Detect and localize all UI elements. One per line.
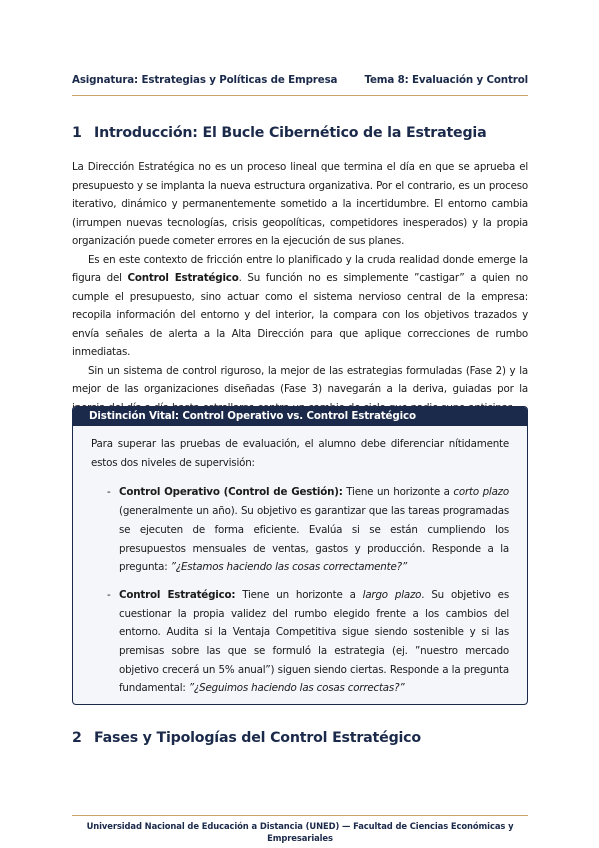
item-emphasis: corto plazo bbox=[453, 486, 509, 499]
footer-line-1: Universidad Nacional de Educación a Distancia (UNED) — Facultad de Ciencias Económicas y bbox=[86, 821, 514, 831]
highlight-box bbox=[72, 406, 528, 705]
section-1-title: Introducción: El Bucle Cibernético de la Estrategia bbox=[94, 125, 487, 141]
item-term: Control Operativo (Control de Gestión): bbox=[119, 486, 343, 499]
footer-line-2: Empresariales bbox=[267, 832, 333, 843]
section-2-number: 2 bbox=[72, 730, 82, 746]
paragraph-3: Sin un sistema de control riguroso, la mejor de las estrategias formuladas (Fase 2) y la mejor de las organizaciones diseñadas (Fase 3) navegarán a la deriva, guiadas por la bbox=[72, 364, 528, 395]
item-text: Tiene un horizonte a bbox=[342, 486, 454, 499]
box-body bbox=[73, 426, 527, 698]
item-emphasis: largo plazo bbox=[362, 588, 422, 601]
item-question: ”¿Estamos haciendo las cosas correctamente?” bbox=[170, 561, 407, 574]
section-1-heading bbox=[72, 125, 528, 141]
bullet-dash: - bbox=[107, 588, 111, 601]
page-header bbox=[72, 72, 528, 96]
page-footer bbox=[72, 815, 528, 844]
list-item bbox=[91, 586, 509, 698]
paragraph-2-text-a: Es en este contexto de fricción entre lo planificado y la cruda realidad donde emerge la figura del bbox=[72, 253, 528, 284]
section-2-title: Fases y Tipologías del Control Estratégico bbox=[94, 730, 421, 746]
paragraph-2-bold: Control Estratégico bbox=[127, 272, 239, 284]
section-2-heading bbox=[72, 730, 528, 746]
paragraph-2 bbox=[72, 251, 528, 362]
item-text: (generalmente un año). Su objetivo es garantizar que las tareas programadas se ejecuten de forma eficiente. Evalúa si se están cumpliendo los presupuestos mensuales de ventas, gastos y producción. Responde a la pregunta: bbox=[119, 505, 509, 574]
section-1-number: 1 bbox=[72, 125, 82, 141]
bullet-dash: - bbox=[107, 486, 111, 499]
box-title: Distinción Vital: Control Operativo vs. Control Estratégico bbox=[73, 407, 527, 426]
paragraph-2-text-b: . Su función no es simplemente ”castigar” a quien no cumple el presupuesto, sino actuar como el sistema nervioso central de la empresa: recopila información del entorno y del interior, la compara con los objetivos trazados y envía señales de alerta a la Alta Dirección para que aplique correcciones de rumbo inmediatas. bbox=[72, 272, 529, 358]
list-item bbox=[91, 483, 509, 577]
item-text: . Su objetivo es cuestionar la propia validez del rumbo elegido frente a los cambios del entorno. Audita si la Ventaja Competitiva sigue siendo sostenible y si las premisas sobre las que se formuló la estrategia (ej. ”nuestro mercado objetivo crecerá un 5% anual”) siguen siendo ciertas. Responde a la pregunta fundamental: bbox=[119, 588, 509, 695]
course-name: Asignatura: Estrategias y Políticas de Empresa bbox=[72, 74, 338, 86]
item-question: ”¿Seguimos haciendo las cosas correctas?” bbox=[188, 682, 405, 695]
item-text: Tiene un horizonte a bbox=[235, 588, 363, 601]
item-term: Control Estratégico: bbox=[119, 588, 236, 601]
box-intro: Para superar las pruebas de evaluación, el alumno debe diferenciar nítidamente estos dos niveles de supervisión: bbox=[91, 438, 509, 469]
topic-name: Tema 8: Evaluación y Control bbox=[364, 74, 528, 86]
paragraph-1: La Dirección Estratégica no es un proceso lineal que termina el día en que se aprueba el presupuesto y se implanta la nueva estructura organizativa. Por el contrario, es un proceso iterativo, dinámico y permanentemente sometido a la incertidumbre. El entorno cambia (irrumpen nuevas tecnologías, crisis geopolíticas, competidores inesperados) y la propia organización puede cometer errores en la ejecución de sus planes. bbox=[72, 161, 528, 247]
intro-text bbox=[72, 158, 528, 417]
